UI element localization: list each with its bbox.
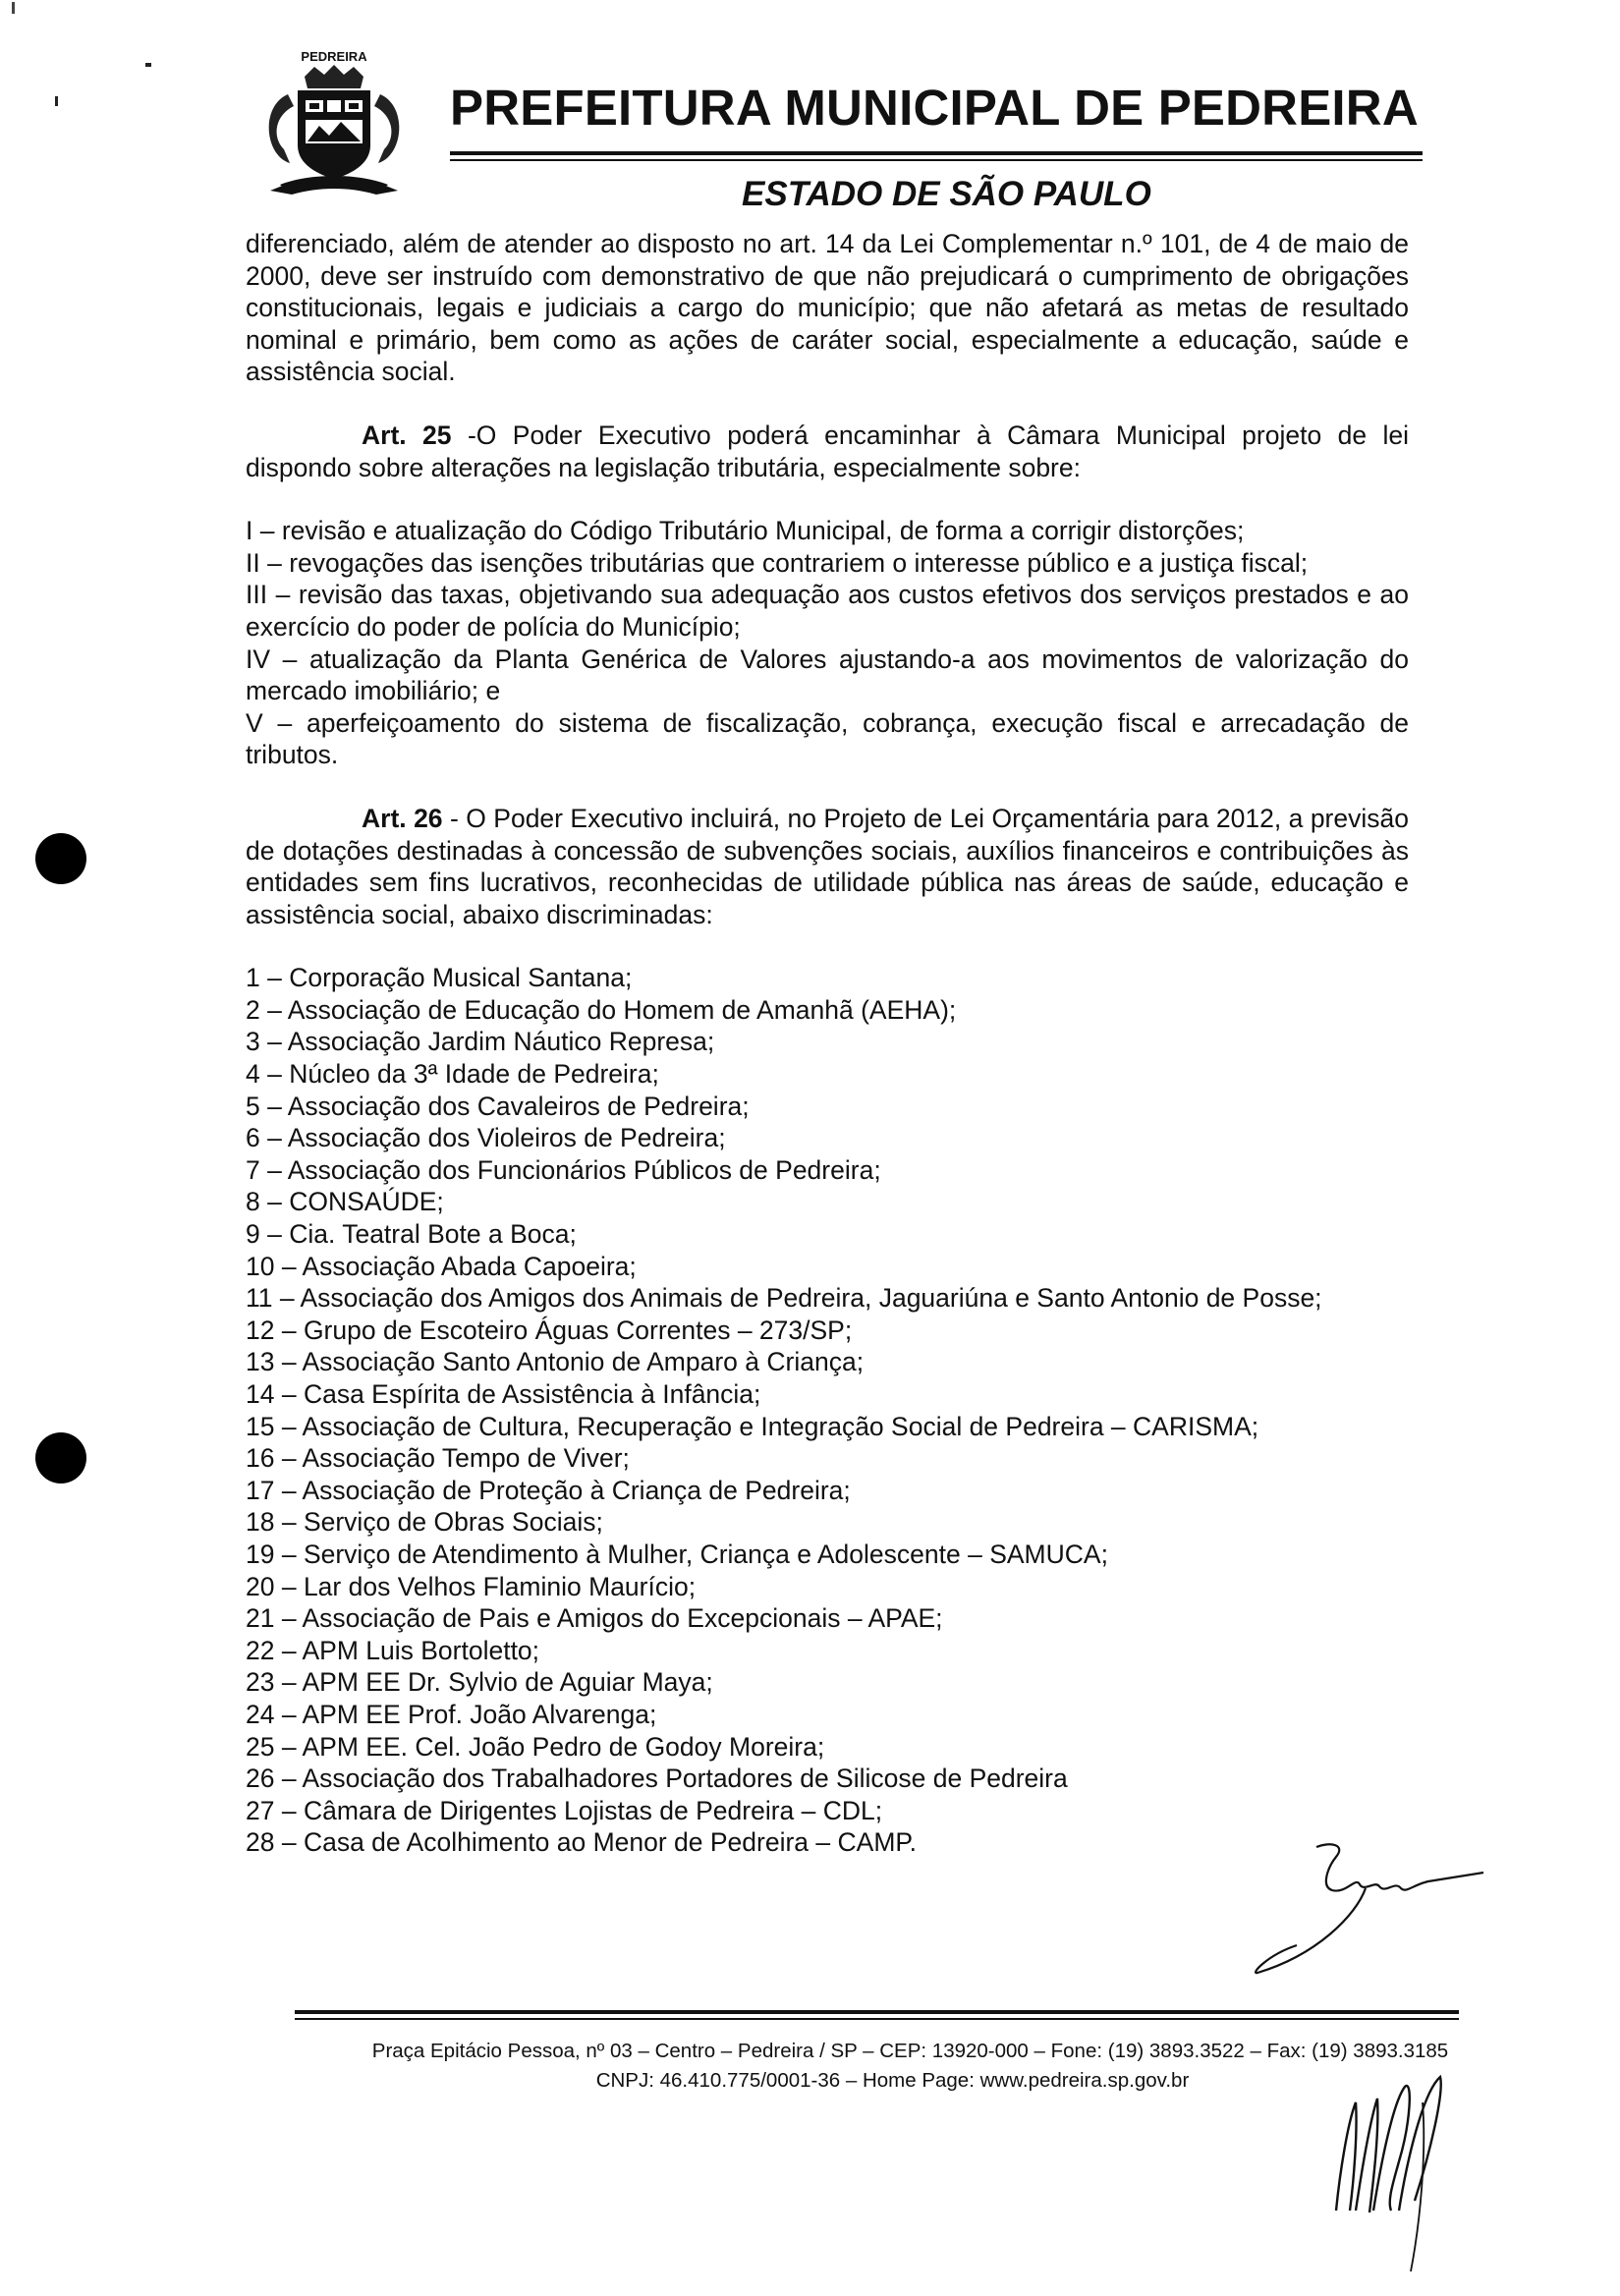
header-subtitle: ESTADO DE SÃO PAULO — [742, 175, 1151, 213]
list-item: II – revogações das isenções tributárias que contrariem o interesse público e a justiça fiscal; — [246, 547, 1309, 578]
art26-entities — [246, 962, 1409, 1859]
list-item: 9 – Cia. Teatral Bote a Boca; — [246, 1219, 577, 1250]
art25-text: -O Poder Executivo poderá encaminhar à Câmara Municipal projeto de lei dispondo sobre alterações na legislação tributária, especialmente sobre: — [246, 420, 1409, 482]
rubric-initials — [1297, 2063, 1474, 2289]
list-item: 20 – Lar dos Velhos Flaminio Maurício; — [246, 1571, 697, 1601]
list-item: 14 – Casa Espírita de Assistência à Infância; — [246, 1379, 761, 1409]
scan-mark — [145, 63, 151, 67]
list-item: III – revisão das taxas, objetivando sua adequação aos custos efetivos dos serviços prestados e ao exercício do poder de polícia do Município; — [246, 580, 1409, 642]
list-item: 24 – APM EE Prof. João Alvarenga; — [246, 1699, 657, 1729]
list-item: 5 – Associação dos Cavaleiros de Pedreira; — [246, 1091, 750, 1121]
list-item: 8 – CONSAÚDE; — [246, 1187, 444, 1217]
list-item: 16 – Associação Tempo de Viver; — [246, 1443, 630, 1474]
art26-paragraph — [246, 803, 1409, 930]
signature — [1238, 1837, 1493, 1985]
punch-hole — [35, 1432, 86, 1484]
list-item: 11 – Associação dos Amigos dos Animais de Pedreira, Jaguariúna e Santo Antonio de Posse; — [246, 1283, 1322, 1314]
footer-rule — [295, 2010, 1459, 2014]
header-title: PREFEITURA MUNICIPAL DE PEDREIRA — [450, 80, 1419, 136]
intro-paragraph: diferenciado, além de atender ao disposto no art. 14 da Lei Complementar n.º 101, de 4 de maio de 2000, deve ser instruído com demonstrativo de que não prejudicará o cumprimento de obrigações constitucionais, legais e judiciais a cargo do município; que não afetará as metas de resultado nominal e primário, bem como as ações de caráter social, especialmente a educação, saúde e assistência social. — [246, 229, 1409, 387]
list-item: 1 – Corporação Musical Santana; — [246, 963, 633, 993]
list-item: 3 – Associação Jardim Náutico Represa; — [246, 1027, 715, 1057]
list-item: 13 – Associação Santo Antonio de Amparo à Criança; — [246, 1347, 865, 1377]
footer-rule-thin — [295, 2018, 1459, 2020]
punch-hole — [35, 833, 86, 884]
list-item: 15 – Associação de Cultura, Recuperação e Integração Social de Pedreira – CARISMA; — [246, 1411, 1259, 1441]
header-rule-thin — [450, 159, 1423, 161]
list-item: 28 – Casa de Acolhimento ao Menor de Pedreira – CAMP. — [246, 1827, 918, 1858]
list-item: 10 – Associação Abada Capoeira; — [246, 1251, 637, 1281]
list-item: 7 – Associação dos Funcionários Públicos de Pedreira; — [246, 1154, 881, 1185]
list-item: 4 – Núcleo da 3ª Idade de Pedreira; — [246, 1059, 659, 1090]
crest-label: PEDREIRA — [301, 49, 367, 64]
art25-items — [246, 515, 1409, 771]
list-item: 19 – Serviço de Atendimento à Mulher, Criança e Adolescente – SAMUCA; — [246, 1539, 1108, 1569]
art25-label: Art. 25 — [362, 420, 452, 450]
list-item: 25 – APM EE. Cel. João Pedro de Godoy Moreira; — [246, 1731, 825, 1762]
art25-paragraph — [246, 420, 1409, 483]
art26-label: Art. 26 — [362, 803, 443, 833]
list-item: 17 – Associação de Proteção à Criança de Pedreira; — [246, 1475, 851, 1505]
list-item: 2 – Associação de Educação do Homem de Amanhã (AEHA); — [246, 994, 957, 1025]
list-item: IV – atualização da Planta Genérica de Valores ajustando-a aos movimentos de valorização do mercado imobiliário; e — [246, 644, 1409, 706]
scan-mark — [55, 96, 58, 106]
header-rule — [450, 151, 1423, 155]
footer-cnpj: CNPJ: 46.410.775/0001-36 – Home Page: www.pedreira.sp.gov.br — [595, 2069, 1190, 2092]
coat-of-arms-logo — [251, 47, 418, 204]
list-item: 23 – APM EE Dr. Sylvio de Aguiar Maya; — [246, 1667, 713, 1698]
list-item: 27 – Câmara de Dirigentes Lojistas de Pedreira – CDL; — [246, 1795, 883, 1825]
document-body — [246, 228, 1409, 1859]
list-item: V – aperfeiçoamento do sistema de fiscalização, cobrança, execução fiscal e arrecadação de tributos. — [246, 707, 1409, 770]
list-item: 26 – Associação dos Trabalhadores Portadores de Silicose de Pedreira — [246, 1764, 1068, 1794]
list-item: I – revisão e atualização do Código Tributário Municipal, de forma a corrigir distorções; — [246, 516, 1245, 546]
art26-text: - O Poder Executivo incluirá, no Projeto de Lei Orçamentária para 2012, a previsão de dotações destinadas à concessão de subvenções sociais, auxílios financeiros e contribuições às entidades sem fins lucrativos, reconhecidas de utilidade pública nas áreas de saúde, educação e assistência social, abaixo discriminadas: — [246, 803, 1409, 929]
list-item: 6 – Associação dos Violeiros de Pedreira; — [246, 1123, 726, 1153]
footer-address: Praça Epitácio Pessoa, nº 03 – Centro – Pedreira / SP – CEP: 13920-000 – Fone: (19) 3893.3522 – Fax: (19) 3893.3185 — [371, 2040, 1449, 2062]
list-item: 12 – Grupo de Escoteiro Águas Correntes – 273/SP; — [246, 1315, 853, 1345]
list-item: 18 – Serviço de Obras Sociais; — [246, 1507, 603, 1538]
list-item: 22 – APM Luis Bortoletto; — [246, 1635, 540, 1665]
list-item: 21 – Associação de Pais e Amigos do Excepcionais – APAE; — [246, 1603, 943, 1634]
scan-mark — [12, 2, 15, 14]
